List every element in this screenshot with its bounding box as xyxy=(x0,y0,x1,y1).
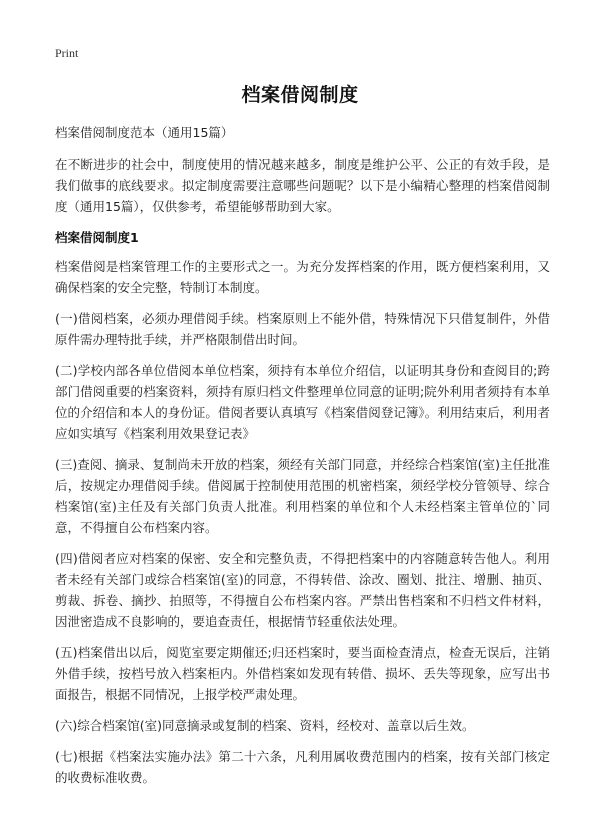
paragraph-item-3: (三)查阅、摘录、复制尚未开放的档案，须经有关部门同意，并经综合档案馆(室)主任批准后，按规定办理借阅手续。借阅属于控制使用范围的机密档案，须经学校分管领导、综合档案馆(室)主任及有关部门负责人批准。利用档案的单位和个人未经档案主管单位的`同意，不得擅自公布档案内容。 xyxy=(55,457,550,535)
paragraph-item-4: (四)借阅者应对档案的保密、安全和完整负责，不得把档案中的内容随意转告他人。利用者未经有关部门或综合档案馆(室)的同意，不得转借、涂改、圈划、批注、增删、抽页、剪裁、拆卷、摘抄、拍照等，不得擅自公布档案内容。严禁出售档案和不归档文件材料，因泄密造成不良影响的，要追查责任，根据情节轻重依法处理。 xyxy=(55,551,550,629)
document-subtitle: 档案借阅制度范本（通用15篇） xyxy=(55,125,234,140)
document-body xyxy=(55,122,550,798)
print-label: Print xyxy=(55,46,79,60)
section-heading: 档案借阅制度1 xyxy=(55,230,139,245)
paragraph-item-6: (六)综合档案馆(室)同意摘录或复制的档案、资料，经校对、盖章以后生效。 xyxy=(55,718,475,733)
paragraph-item-1: (一)借阅档案，必须办理借阅手续。档案原则上不能外借，特殊情况下只借复制件，外借原件需办理特批手续，并严格限制借出时间。 xyxy=(55,311,550,347)
paragraph-preamble: 档案借阅是档案管理工作的主要形式之一。为充分发挥档案的作用，既方便档案利用，又确保档案的安全完整，特制订本制度。 xyxy=(55,259,550,295)
paragraph-item-7: (七)根据《档案法实施办法》第二十六条，凡利用属收费范围内的档案，按有关部门核定的收费标准收费。 xyxy=(55,749,550,785)
intro-paragraph: 在不断进步的社会中，制度使用的情况越来越多，制度是维护公平、公正的有效手段，是我们做事的底线要求。拟定制度需要注意哪些问题呢？以下是小编精心整理的档案借阅制度（通用15篇），仅供参考，希望能够帮助到大家。 xyxy=(55,157,550,214)
paragraph-item-2: (二)学校内部各单位借阅本单位档案，须持有本单位介绍信，以证明其身份和查阅目的;跨部门借阅重要的档案资料，须持有原归档文件整理单位同意的证明;院外利用者须持有本单位的介绍信和本人的身份证。借阅者要认真填写《档案借阅登记簿》。利用结束后，利用者应如实填写《档案利用效果登记表》 xyxy=(55,363,550,441)
page-title: 档案借阅制度 xyxy=(241,84,359,106)
paragraph-item-5: (五)档案借出以后，阅览室要定期催还;归还档案时，要当面检查清点，检查无误后，注销外借手续，按档号放入档案柜内。外借档案如发现有转借、损坏、丢失等现象，应写出书面报告，根据不同情况，上报学校严肃处理。 xyxy=(55,645,550,702)
